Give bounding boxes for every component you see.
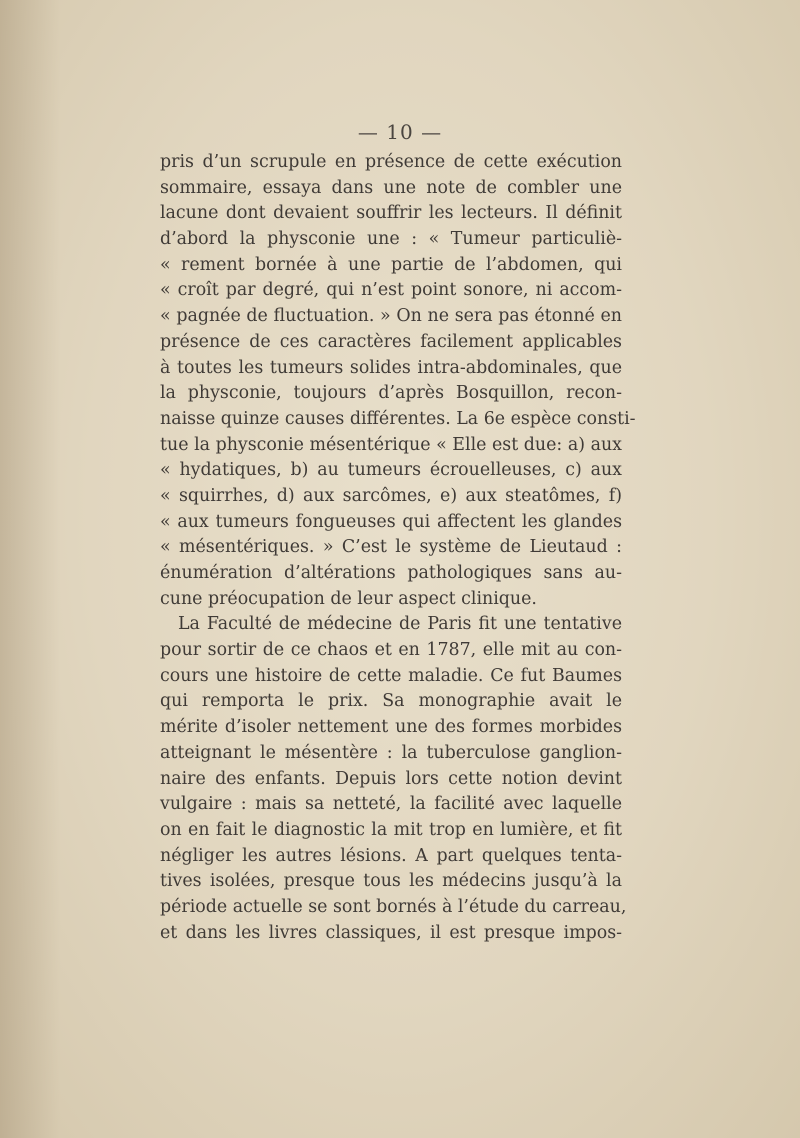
text-line: on en fait le diagnostic la mit trop en lumière, et fit [160,819,622,840]
text-line: pris d’un scrupule en présence de cette exécution [160,152,622,172]
text-line: et dans les livres classiques, il est presque impos- [160,922,622,943]
text-line: naire des enfants. Depuis lors cette notion devint [160,768,622,789]
text-line: négliger les autres lésions. A part quelques tenta- [160,845,622,866]
text-line: d’abord la physconie une : « Tumeur particuliè- [160,229,622,250]
text-line: lacune dont devaient souffrir les lecteurs. Il définit [160,203,622,224]
text-line: cune préocupation de leur aspect clinique. [160,588,537,609]
page-edge-shadow [0,0,60,1138]
text-line: sommaire, essaya dans une note de combler une [160,177,622,198]
text-line: « squirrhes, d) aux sarcômes, e) aux steatômes, f) [160,485,622,506]
text-line: tue la physconie mésentérique « Elle est due: a) aux [160,434,622,455]
page-number: — 10 — [357,120,443,144]
text-line: cours une histoire de cette maladie. Ce fut Baumes [160,665,622,686]
text-line: atteignant le mésentère : la tuberculose ganglion- [160,742,622,763]
text-line: « rement bornée à une partie de l’abdomen, qui [160,254,622,275]
text-line: tives isolées, presque tous les médecins jusqu’à la [160,871,622,892]
text-line: vulgaire : mais sa netteté, la facilité avec laquelle [160,794,622,815]
text-line: « mésentériques. » C’est le système de Lieutaud : [160,537,622,558]
text-line: pour sortir de ce chaos et en 1787, elle mit au con- [160,640,622,661]
text-line: « pagnée de fluctuation. » On ne sera pas étonné en [160,306,622,327]
text-line: mérite d’isoler nettement une des formes morbides [160,717,622,738]
text-line: énumération d’altérations pathologiques sans au- [160,563,622,583]
text-line: « hydatiques, b) au tumeurs écrouelleuses, c) aux [160,460,622,481]
text-line: naisse quinze causes différentes. La 6e espèce consti- [160,408,636,429]
text-line: présence de ces caractères facilement applicables [160,331,622,352]
text-line: à toutes les tumeurs solides intra-abdominales, que [160,357,622,378]
body-text [160,150,636,946]
text-line: « croît par degré, qui n’est point sonore, ni accom- [160,280,622,301]
text-line: la physconie, toujours d’après Bosquillon, recon- [160,383,622,404]
text-line: « aux tumeurs fongueuses qui affectent les glandes [160,511,622,532]
text-line: qui remporta le prix. Sa monographie avait le [160,691,622,712]
text-line: période actuelle se sont bornés à l’étude du carreau, [160,896,627,917]
text-line: La Faculté de médecine de Paris fit une tentative [178,614,622,635]
